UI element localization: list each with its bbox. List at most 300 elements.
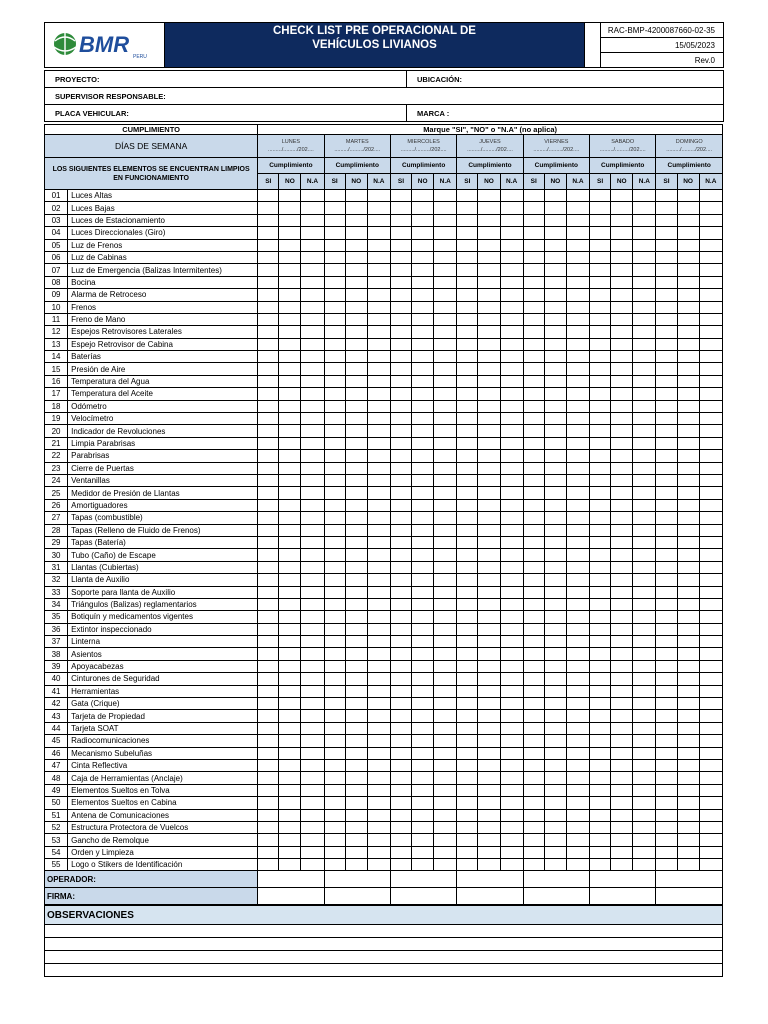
no-cell[interactable] [345, 264, 367, 276]
no-cell[interactable] [677, 289, 699, 301]
na-cell[interactable] [566, 338, 589, 350]
na-cell[interactable] [566, 660, 589, 672]
no-cell[interactable] [478, 276, 500, 288]
na-cell[interactable] [500, 586, 523, 598]
si-cell[interactable] [324, 437, 345, 449]
si-cell[interactable] [258, 611, 279, 623]
na-cell[interactable] [566, 586, 589, 598]
si-cell[interactable] [324, 400, 345, 412]
no-cell[interactable] [279, 512, 301, 524]
si-cell[interactable] [523, 685, 544, 697]
no-cell[interactable] [412, 574, 434, 586]
na-cell[interactable] [301, 648, 324, 660]
si-cell[interactable] [523, 388, 544, 400]
na-cell[interactable] [301, 214, 324, 226]
no-cell[interactable] [611, 611, 633, 623]
na-cell[interactable] [500, 388, 523, 400]
no-cell[interactable] [478, 202, 500, 214]
no-cell[interactable] [412, 388, 434, 400]
no-cell[interactable] [345, 512, 367, 524]
no-cell[interactable] [345, 524, 367, 536]
no-cell[interactable] [544, 487, 566, 499]
no-cell[interactable] [611, 474, 633, 486]
si-cell[interactable] [523, 487, 544, 499]
na-cell[interactable] [566, 450, 589, 462]
no-cell[interactable] [478, 499, 500, 511]
na-cell[interactable] [633, 214, 656, 226]
na-cell[interactable] [633, 698, 656, 710]
na-cell[interactable] [699, 400, 722, 412]
no-cell[interactable] [478, 524, 500, 536]
no-cell[interactable] [279, 685, 301, 697]
no-cell[interactable] [345, 809, 367, 821]
placa-field[interactable]: PLACA VEHICULAR: [45, 105, 407, 122]
na-cell[interactable] [301, 698, 324, 710]
no-cell[interactable] [677, 227, 699, 239]
no-cell[interactable] [345, 487, 367, 499]
si-cell[interactable] [590, 784, 611, 796]
firma-day-cell[interactable] [457, 888, 523, 905]
na-cell[interactable] [367, 536, 390, 548]
no-cell[interactable] [677, 698, 699, 710]
si-cell[interactable] [324, 611, 345, 623]
na-cell[interactable] [301, 239, 324, 251]
no-cell[interactable] [412, 313, 434, 325]
si-cell[interactable] [324, 660, 345, 672]
si-cell[interactable] [324, 561, 345, 573]
no-cell[interactable] [677, 450, 699, 462]
na-cell[interactable] [633, 190, 656, 202]
no-cell[interactable] [412, 462, 434, 474]
si-cell[interactable] [457, 326, 478, 338]
si-cell[interactable] [590, 227, 611, 239]
na-cell[interactable] [699, 264, 722, 276]
no-cell[interactable] [544, 648, 566, 660]
marca-field[interactable]: MARCA : [407, 105, 724, 122]
na-cell[interactable] [434, 499, 457, 511]
no-cell[interactable] [611, 326, 633, 338]
si-cell[interactable] [258, 425, 279, 437]
na-cell[interactable] [500, 710, 523, 722]
no-cell[interactable] [279, 388, 301, 400]
na-cell[interactable] [566, 499, 589, 511]
na-cell[interactable] [566, 524, 589, 536]
si-cell[interactable] [390, 351, 411, 363]
no-cell[interactable] [544, 474, 566, 486]
si-cell[interactable] [656, 474, 677, 486]
no-cell[interactable] [345, 636, 367, 648]
si-cell[interactable] [656, 388, 677, 400]
no-cell[interactable] [544, 388, 566, 400]
na-cell[interactable] [434, 561, 457, 573]
no-cell[interactable] [611, 636, 633, 648]
si-cell[interactable] [390, 276, 411, 288]
si-cell[interactable] [656, 437, 677, 449]
no-cell[interactable] [412, 474, 434, 486]
na-cell[interactable] [367, 524, 390, 536]
si-cell[interactable] [457, 264, 478, 276]
no-cell[interactable] [611, 747, 633, 759]
si-cell[interactable] [457, 289, 478, 301]
no-cell[interactable] [677, 759, 699, 771]
na-cell[interactable] [699, 648, 722, 660]
na-cell[interactable] [633, 846, 656, 858]
na-cell[interactable] [367, 214, 390, 226]
si-cell[interactable] [258, 821, 279, 833]
no-cell[interactable] [279, 375, 301, 387]
na-cell[interactable] [434, 784, 457, 796]
na-cell[interactable] [500, 524, 523, 536]
si-cell[interactable] [324, 772, 345, 784]
na-cell[interactable] [633, 574, 656, 586]
na-cell[interactable] [699, 561, 722, 573]
no-cell[interactable] [412, 289, 434, 301]
na-cell[interactable] [633, 264, 656, 276]
na-cell[interactable] [500, 784, 523, 796]
si-cell[interactable] [258, 388, 279, 400]
si-cell[interactable] [457, 797, 478, 809]
no-cell[interactable] [677, 834, 699, 846]
no-cell[interactable] [677, 437, 699, 449]
si-cell[interactable] [390, 611, 411, 623]
no-cell[interactable] [544, 413, 566, 425]
na-cell[interactable] [500, 264, 523, 276]
si-cell[interactable] [457, 586, 478, 598]
no-cell[interactable] [611, 623, 633, 635]
no-cell[interactable] [412, 586, 434, 598]
na-cell[interactable] [367, 202, 390, 214]
si-cell[interactable] [656, 685, 677, 697]
no-cell[interactable] [611, 190, 633, 202]
na-cell[interactable] [500, 462, 523, 474]
no-cell[interactable] [611, 574, 633, 586]
si-cell[interactable] [590, 685, 611, 697]
si-cell[interactable] [656, 549, 677, 561]
si-cell[interactable] [390, 759, 411, 771]
na-cell[interactable] [367, 698, 390, 710]
na-cell[interactable] [434, 338, 457, 350]
na-cell[interactable] [500, 499, 523, 511]
na-cell[interactable] [566, 809, 589, 821]
na-cell[interactable] [566, 549, 589, 561]
si-cell[interactable] [656, 462, 677, 474]
no-cell[interactable] [345, 289, 367, 301]
no-cell[interactable] [345, 425, 367, 437]
no-cell[interactable] [544, 623, 566, 635]
na-cell[interactable] [434, 239, 457, 251]
si-cell[interactable] [390, 698, 411, 710]
no-cell[interactable] [412, 512, 434, 524]
na-cell[interactable] [633, 512, 656, 524]
na-cell[interactable] [566, 859, 589, 871]
si-cell[interactable] [656, 276, 677, 288]
si-cell[interactable] [523, 400, 544, 412]
na-cell[interactable] [500, 227, 523, 239]
no-cell[interactable] [544, 499, 566, 511]
na-cell[interactable] [301, 623, 324, 635]
na-cell[interactable] [566, 425, 589, 437]
no-cell[interactable] [478, 363, 500, 375]
si-cell[interactable] [457, 710, 478, 722]
na-cell[interactable] [367, 809, 390, 821]
na-cell[interactable] [500, 611, 523, 623]
na-cell[interactable] [500, 326, 523, 338]
na-cell[interactable] [301, 301, 324, 313]
no-cell[interactable] [345, 784, 367, 796]
si-cell[interactable] [656, 611, 677, 623]
no-cell[interactable] [279, 400, 301, 412]
na-cell[interactable] [301, 660, 324, 672]
no-cell[interactable] [611, 598, 633, 610]
no-cell[interactable] [478, 611, 500, 623]
si-cell[interactable] [523, 636, 544, 648]
no-cell[interactable] [279, 549, 301, 561]
no-cell[interactable] [677, 561, 699, 573]
si-cell[interactable] [324, 536, 345, 548]
si-cell[interactable] [258, 437, 279, 449]
na-cell[interactable] [633, 289, 656, 301]
si-cell[interactable] [324, 512, 345, 524]
si-cell[interactable] [656, 586, 677, 598]
na-cell[interactable] [566, 301, 589, 313]
no-cell[interactable] [677, 301, 699, 313]
si-cell[interactable] [324, 388, 345, 400]
si-cell[interactable] [523, 784, 544, 796]
si-cell[interactable] [258, 400, 279, 412]
si-cell[interactable] [457, 227, 478, 239]
no-cell[interactable] [478, 227, 500, 239]
na-cell[interactable] [699, 437, 722, 449]
no-cell[interactable] [544, 400, 566, 412]
si-cell[interactable] [523, 673, 544, 685]
no-cell[interactable] [345, 722, 367, 734]
si-cell[interactable] [324, 759, 345, 771]
si-cell[interactable] [390, 772, 411, 784]
no-cell[interactable] [677, 326, 699, 338]
no-cell[interactable] [611, 227, 633, 239]
na-cell[interactable] [301, 784, 324, 796]
na-cell[interactable] [367, 834, 390, 846]
no-cell[interactable] [478, 586, 500, 598]
no-cell[interactable] [611, 400, 633, 412]
na-cell[interactable] [301, 462, 324, 474]
no-cell[interactable] [544, 363, 566, 375]
no-cell[interactable] [611, 735, 633, 747]
si-cell[interactable] [324, 363, 345, 375]
si-cell[interactable] [390, 809, 411, 821]
si-cell[interactable] [258, 524, 279, 536]
si-cell[interactable] [457, 437, 478, 449]
no-cell[interactable] [544, 301, 566, 313]
na-cell[interactable] [633, 859, 656, 871]
na-cell[interactable] [301, 821, 324, 833]
na-cell[interactable] [434, 313, 457, 325]
si-cell[interactable] [523, 214, 544, 226]
na-cell[interactable] [301, 227, 324, 239]
si-cell[interactable] [324, 462, 345, 474]
si-cell[interactable] [390, 574, 411, 586]
si-cell[interactable] [590, 276, 611, 288]
no-cell[interactable] [677, 524, 699, 536]
na-cell[interactable] [367, 574, 390, 586]
si-cell[interactable] [656, 227, 677, 239]
si-cell[interactable] [656, 363, 677, 375]
si-cell[interactable] [590, 772, 611, 784]
na-cell[interactable] [500, 809, 523, 821]
na-cell[interactable] [434, 549, 457, 561]
no-cell[interactable] [279, 363, 301, 375]
si-cell[interactable] [457, 636, 478, 648]
si-cell[interactable] [457, 660, 478, 672]
si-cell[interactable] [523, 759, 544, 771]
na-cell[interactable] [301, 437, 324, 449]
na-cell[interactable] [699, 276, 722, 288]
na-cell[interactable] [301, 524, 324, 536]
no-cell[interactable] [478, 474, 500, 486]
si-cell[interactable] [656, 214, 677, 226]
na-cell[interactable] [633, 326, 656, 338]
si-cell[interactable] [590, 499, 611, 511]
na-cell[interactable] [699, 499, 722, 511]
si-cell[interactable] [324, 487, 345, 499]
si-cell[interactable] [324, 301, 345, 313]
si-cell[interactable] [324, 685, 345, 697]
proyecto-field[interactable]: PROYECTO: [45, 71, 407, 88]
si-cell[interactable] [523, 239, 544, 251]
si-cell[interactable] [590, 462, 611, 474]
si-cell[interactable] [523, 264, 544, 276]
si-cell[interactable] [390, 586, 411, 598]
si-cell[interactable] [258, 698, 279, 710]
na-cell[interactable] [633, 227, 656, 239]
si-cell[interactable] [390, 413, 411, 425]
si-cell[interactable] [324, 821, 345, 833]
no-cell[interactable] [412, 561, 434, 573]
na-cell[interactable] [367, 239, 390, 251]
na-cell[interactable] [500, 351, 523, 363]
si-cell[interactable] [656, 660, 677, 672]
no-cell[interactable] [279, 797, 301, 809]
na-cell[interactable] [367, 301, 390, 313]
si-cell[interactable] [457, 190, 478, 202]
si-cell[interactable] [324, 698, 345, 710]
no-cell[interactable] [279, 338, 301, 350]
si-cell[interactable] [390, 388, 411, 400]
na-cell[interactable] [434, 251, 457, 263]
si-cell[interactable] [523, 797, 544, 809]
na-cell[interactable] [500, 474, 523, 486]
si-cell[interactable] [457, 722, 478, 734]
na-cell[interactable] [434, 437, 457, 449]
si-cell[interactable] [457, 239, 478, 251]
day-date-field[interactable]: ........./........./202.... [666, 147, 713, 153]
na-cell[interactable] [633, 351, 656, 363]
no-cell[interactable] [412, 375, 434, 387]
no-cell[interactable] [611, 338, 633, 350]
si-cell[interactable] [656, 859, 677, 871]
si-cell[interactable] [258, 227, 279, 239]
na-cell[interactable] [566, 710, 589, 722]
si-cell[interactable] [523, 834, 544, 846]
day-date-field[interactable]: ........./........./202.... [599, 147, 646, 153]
no-cell[interactable] [677, 276, 699, 288]
si-cell[interactable] [457, 313, 478, 325]
na-cell[interactable] [301, 722, 324, 734]
si-cell[interactable] [324, 289, 345, 301]
si-cell[interactable] [457, 351, 478, 363]
si-cell[interactable] [324, 190, 345, 202]
na-cell[interactable] [566, 400, 589, 412]
na-cell[interactable] [301, 673, 324, 685]
no-cell[interactable] [345, 673, 367, 685]
si-cell[interactable] [324, 846, 345, 858]
si-cell[interactable] [590, 400, 611, 412]
na-cell[interactable] [699, 549, 722, 561]
si-cell[interactable] [390, 462, 411, 474]
na-cell[interactable] [633, 561, 656, 573]
na-cell[interactable] [301, 487, 324, 499]
na-cell[interactable] [699, 710, 722, 722]
si-cell[interactable] [457, 276, 478, 288]
no-cell[interactable] [345, 227, 367, 239]
na-cell[interactable] [434, 512, 457, 524]
si-cell[interactable] [390, 549, 411, 561]
na-cell[interactable] [500, 722, 523, 734]
no-cell[interactable] [478, 264, 500, 276]
no-cell[interactable] [677, 636, 699, 648]
si-cell[interactable] [656, 698, 677, 710]
si-cell[interactable] [390, 685, 411, 697]
no-cell[interactable] [544, 821, 566, 833]
na-cell[interactable] [434, 660, 457, 672]
na-cell[interactable] [566, 834, 589, 846]
na-cell[interactable] [367, 338, 390, 350]
na-cell[interactable] [566, 276, 589, 288]
si-cell[interactable] [258, 239, 279, 251]
no-cell[interactable] [478, 710, 500, 722]
si-cell[interactable] [324, 202, 345, 214]
na-cell[interactable] [633, 722, 656, 734]
si-cell[interactable] [590, 623, 611, 635]
si-cell[interactable] [523, 611, 544, 623]
si-cell[interactable] [390, 264, 411, 276]
no-cell[interactable] [677, 784, 699, 796]
na-cell[interactable] [566, 797, 589, 809]
na-cell[interactable] [367, 784, 390, 796]
si-cell[interactable] [457, 549, 478, 561]
na-cell[interactable] [500, 735, 523, 747]
na-cell[interactable] [633, 809, 656, 821]
na-cell[interactable] [633, 648, 656, 660]
na-cell[interactable] [367, 859, 390, 871]
observation-line[interactable] [45, 964, 723, 977]
si-cell[interactable] [390, 623, 411, 635]
si-cell[interactable] [656, 499, 677, 511]
na-cell[interactable] [566, 437, 589, 449]
na-cell[interactable] [699, 574, 722, 586]
si-cell[interactable] [590, 549, 611, 561]
no-cell[interactable] [611, 375, 633, 387]
no-cell[interactable] [544, 698, 566, 710]
si-cell[interactable] [457, 772, 478, 784]
no-cell[interactable] [544, 512, 566, 524]
no-cell[interactable] [412, 623, 434, 635]
no-cell[interactable] [279, 648, 301, 660]
no-cell[interactable] [611, 214, 633, 226]
si-cell[interactable] [390, 784, 411, 796]
no-cell[interactable] [478, 673, 500, 685]
na-cell[interactable] [699, 598, 722, 610]
